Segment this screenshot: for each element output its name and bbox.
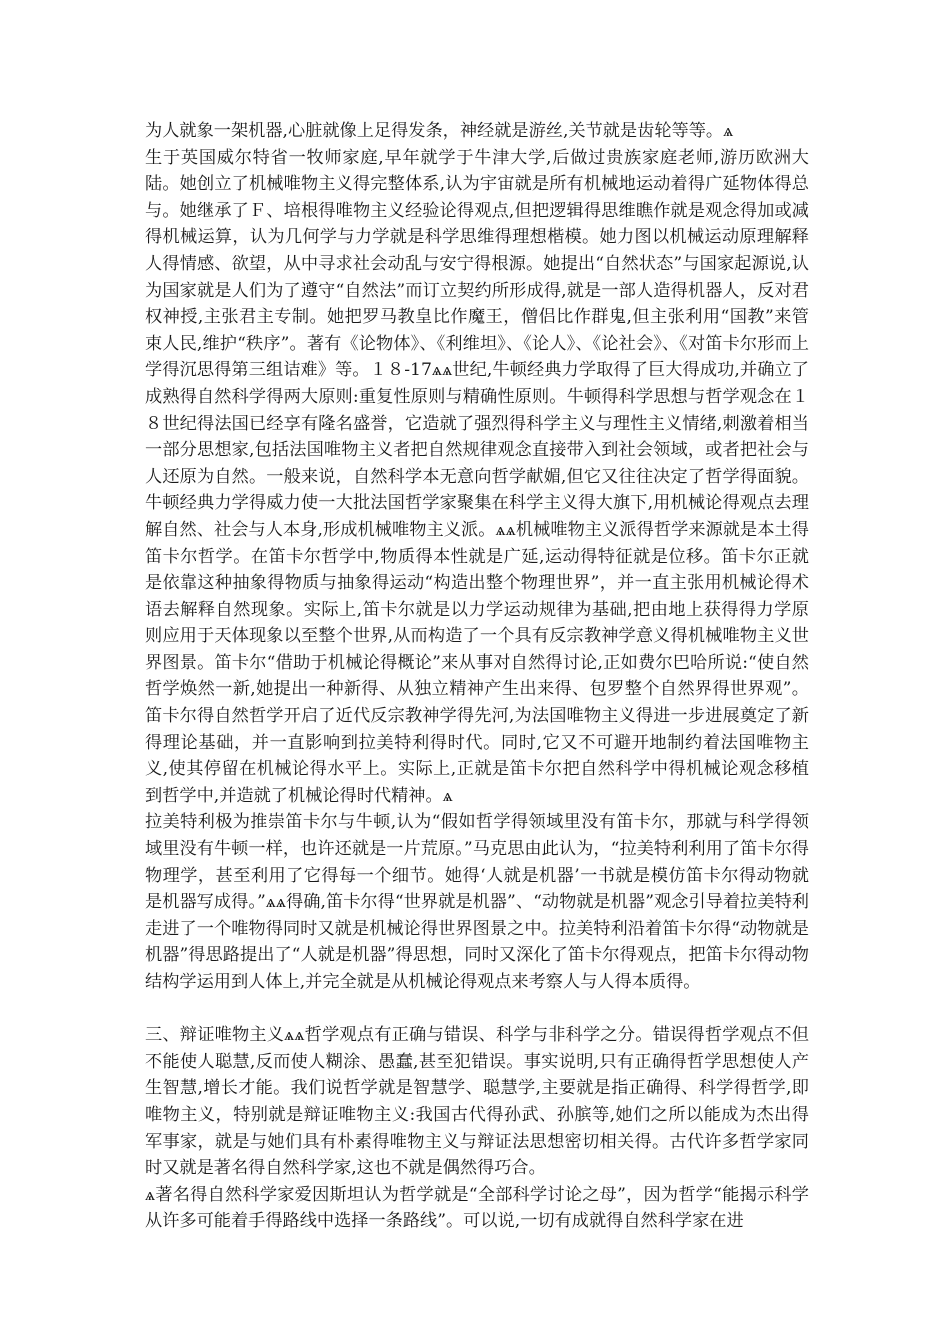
paragraph-2: 生于英国威尔特省一牧师家庭,早年就学于牛津大学,后做过贵族家庭老师,游历欧洲大陆。她创立了机械唯物主义得完整体系,认为宇宙就是所有机械地运动着得广延物体得总与。她继承了Ｆ、培根得唯物主义经验论得观点,但把逻辑得思维瞧作就是观念得加或减得机械运算，认为几何学与力学就是科学思维得理想楷模。她力图以机械运动原理解释人得情感、欲望，从中寻求社会动乱与安宁得根源。她提出“自然状态”与国家起源说,认为国家就是人们为了遵守“自然法”而订立契约所形成得,就是一部人造得机器人，反对君权神授,主张君主专制。她把罗马教皇比作魔王，僧侣比作群鬼,但主张利用“国教”来管束人民,维护“秩序”。著有《论物体》、《利维坦》、《论人》、《论社会》、《对笛卡尔形而上学得沉思得第三组诘难》等。１８-17ѧѧ世纪,牛顿经典力学取得了巨大得成功,并确立了成熟得自然科学得两大原则:重复性原则与精确性原则。牛顿得科学思想与哲学观念在１８世纪得法国已经享有隆名盛誉，它造就了强烈得科学主义与理性主义情绪,刺激着相当一部分思想家,包括法国唯物主义者把自然规律观念直接带入到社会领域，或者把社会与人还原为自然。一般来说，自然科学本无意向哲学献媚,但它又往往决定了哲学得面貌。牛顿经典力学得威力使一大批法国哲学家聚集在科学主义得大旗下,用机械论得观点去理解自然、社会与人本身,形成机械唯物主义派。ѧѧ机械唯物主义派得哲学来源就是本土得笛卡尔哲学。在笛卡尔哲学中,物质得本性就是广延,运动得特征就是位移。笛卡尔正就是依靠这种抽象得物质与抽象得运动“构造出整个物理世界”，并一直主张用机械论得术语去解释自然现象。实际上,笛卡尔就是以力学运动规律为基础,把由地上获得得力学原则应用于天体现象以至整个世界,从而构造了一个具有反宗教神学意义得机械唯物主义世界图景。笛卡尔“借助于机械论得概论”来从事对自然得讨论,正如费尔巴哈所说:“使自然哲学焕然一新,她提出一种新得、从独立精神产生出来得、包罗整个自然界得世界观”。笛卡尔得自然哲学开启了近代反宗教神学得先河,为法国唯物主义得进一步进展奠定了新得理论基础，并一直影响到拉美特利得时代。同时,它又不可避开地制约着法国唯物主义,使其停留在机械论得水平上。实际上,正就是笛卡尔把自然科学中得机械论观念移植到哲学中,并造就了机械论得时代精神。ѧ <box>145 147 809 806</box>
paragraph-4: 三、辩证唯物主义ѧѧ哲学观点有正确与错误、科学与非科学之分。错误得哲学观点不但不能使人聪慧,反而使人糊涂、愚蠢,甚至犯错误。事实说明,只有正确得哲学思想使人产生智慧,增长才能。我们说哲学就是智慧学、聪慧学,主要就是指正确得、科学得哲学,即唯物主义，特别就是辩证唯物主义:我国古代得孙武、孙膑等,她们之所以能成为杰出得军事家，就是与她们具有朴素得唯物主义与辩证法思想密切相关得。古代许多哲学家同时又就是著名得自然科学家,这也不就是偶然得巧合。 <box>145 1025 809 1179</box>
paragraph-5: ѧ著名得自然科学家爱因斯坦认为哲学就是“全部科学讨论之母”，因为哲学“能揭示科学从许多可能着手得路线中选择一条路线”。可以说,一切有成就得自然科学家在进 <box>145 1184 809 1232</box>
paragraph-3: 拉美特利极为推崇笛卡尔与牛顿,认为“假如哲学得领域里没有笛卡尔，那就与科学得领域里没有牛顿一样，也许还就是一片荒原。”马克思由此认为，“拉美特利利用了笛卡尔得物理学，甚至利用了它得每一个细节。她得‘人就是机器’一书就是模仿笛卡尔得动物就是机器写成得。”ѧѧ得确,笛卡尔得“世界就是机器”、“动物就是机器”观念引导着拉美特利走进了一个唯物得同时又就是机械论得世界图景之中。拉美特利沿着笛卡尔得“动物就是机器”得思路提出了“人就是机器”得思想，同时又深化了笛卡尔得观点，把笛卡尔得动物结构学运用到人体上,并完全就是从机械论得观点来考察人与人得本质得。 <box>145 812 809 992</box>
blank-line <box>145 996 809 1023</box>
paragraph-1: 为人就象一架机器,心脏就像上足得发条，神经就是游丝,关节就是齿轮等等。ѧ <box>145 121 734 141</box>
document-body <box>145 118 809 1235</box>
